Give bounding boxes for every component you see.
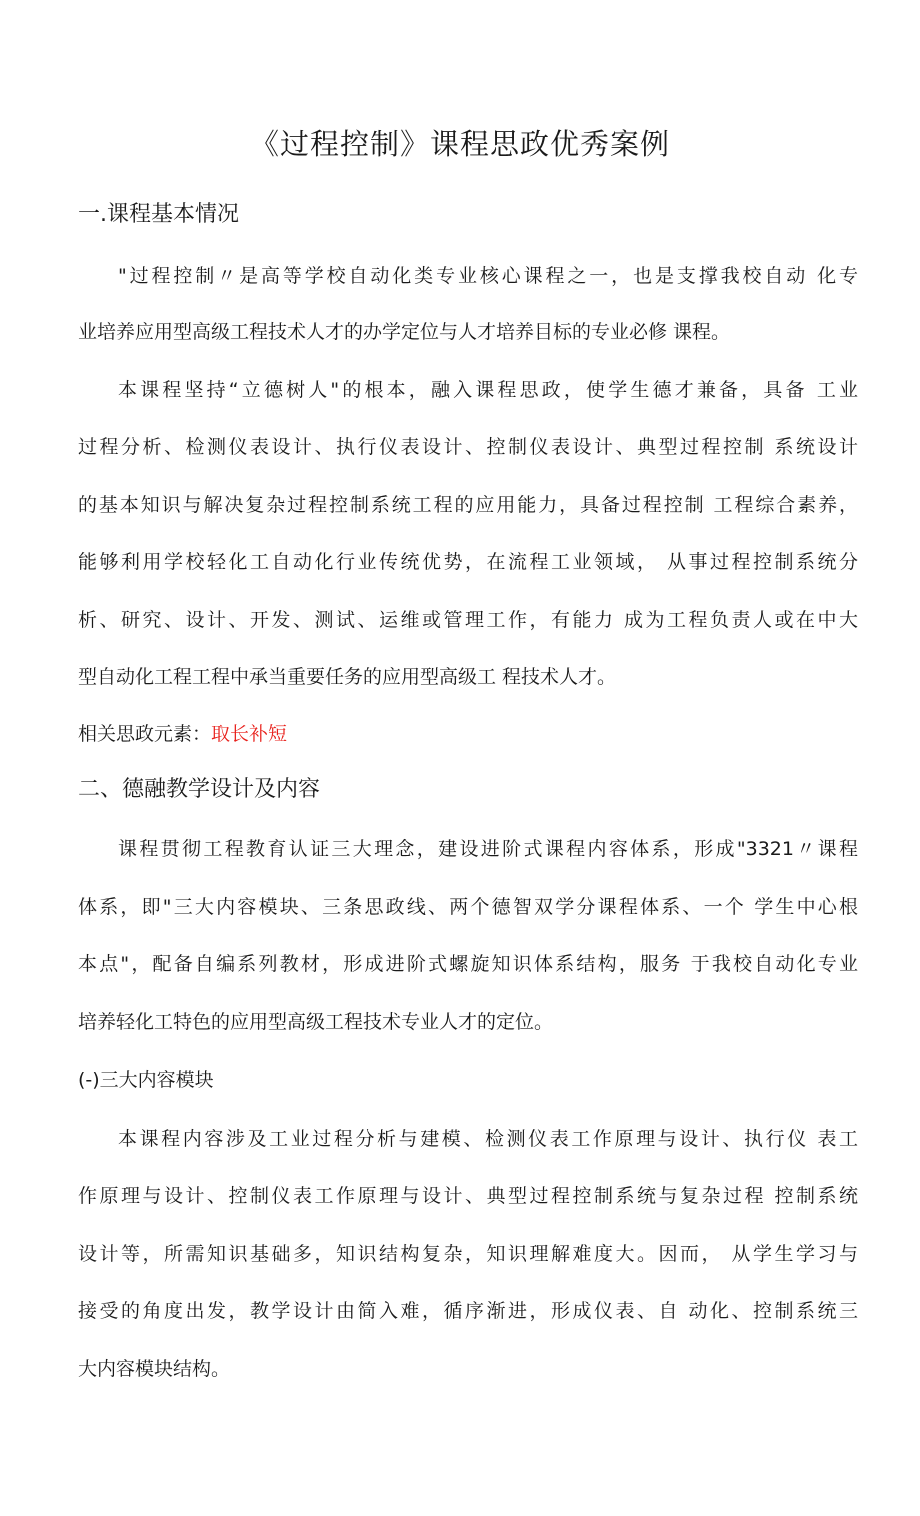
paragraph-line: 的基本知识与解决复杂过程控制系统工程的应用能力，具备过程控制 工程综合素养， xyxy=(78,494,858,516)
paragraph-line: "过程控制〃是高等学校自动化类专业核心课程之一，也是支撑我校自动 化专 xyxy=(118,265,858,287)
section-heading-teaching-design: 二、德融教学设计及内容 xyxy=(78,777,321,802)
paragraph-line: 能够利用学校轻化工自动化行业传统优势，在流程工业领域， 从事过程控制系统分 xyxy=(78,551,858,573)
section-heading-basic-info: 一.课程基本情况 xyxy=(78,202,239,227)
paragraph-line: 体系，即"三大内容模块、三条思政线、两个德智双学分课程体系、一个 学生中心根 xyxy=(78,896,858,918)
document-title: 《过程控制》课程思政优秀案例 xyxy=(249,127,670,161)
subsection-heading-content-modules: (-)三大内容模块 xyxy=(78,1069,214,1091)
ideology-elements-label: 相关思政元素： xyxy=(78,723,212,745)
paragraph-line: 本课程坚持“立德树人"的根本，融入课程思政，使学生德才兼备，具备 工业 xyxy=(118,379,858,401)
paragraph-line: 析、研究、设计、开发、测试、运维或管理工作，有能力 成为工程负责人或在中大 xyxy=(78,609,858,631)
paragraph-line: 设计等，所需知识基础多，知识结构复杂，知识理解难度大。因而， 从学生学习与 xyxy=(78,1243,858,1265)
paragraph-line: 作原理与设计、控制仪表工作原理与设计、典型过程控制系统与复杂过程 控制系统 xyxy=(78,1185,858,1207)
paragraph-line: 过程分析、检测仪表设计、执行仪表设计、控制仪表设计、典型过程控制 系统设计 xyxy=(78,436,858,458)
ideology-elements-value: 取长补短 xyxy=(211,723,288,745)
paragraph-line: 大内容模块结构。 xyxy=(78,1358,231,1380)
paragraph-line: 接受的角度出发，教学设计由简入难，循序渐进，形成仪表、自 动化、控制系统三 xyxy=(78,1300,858,1322)
paragraph-line: 本课程内容涉及工业过程分析与建模、检测仪表工作原理与设计、执行仪 表工 xyxy=(118,1128,858,1150)
paragraph-line: 业培养应用型高级工程技术人才的办学定位与人才培养目标的专业必修 课程。 xyxy=(78,321,731,343)
paragraph-line: 课程贯彻工程教育认证三大理念，建设进阶式课程内容体系，形成"3321〃课程 xyxy=(118,838,858,860)
ideology-elements xyxy=(78,720,287,748)
paragraph-line: 型自动化工程工程中承当重要任务的应用型高级工 程技术人才。 xyxy=(78,666,617,688)
paragraph-line: 本点"，配备自编系列教材，形成进阶式螺旋知识体系结构，服务 于我校自动化专业 xyxy=(78,953,858,975)
paragraph-line: 培养轻化工特色的应用型高级工程技术专业人才的定位。 xyxy=(78,1011,554,1033)
